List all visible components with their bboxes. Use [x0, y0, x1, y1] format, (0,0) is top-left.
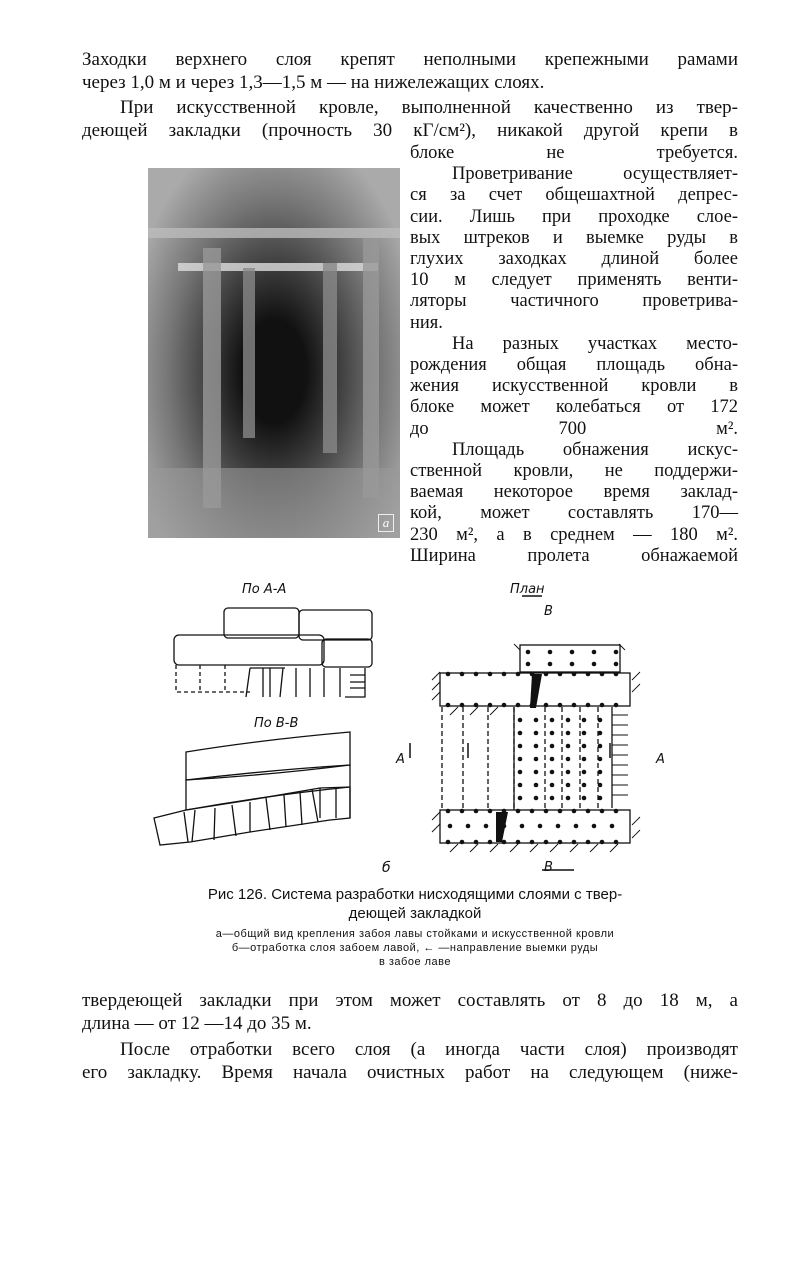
figure-sublabel: б [382, 860, 391, 876]
marker-b-top: В [544, 604, 553, 619]
prop-dot [548, 650, 553, 655]
section-bb-label: По В-В [254, 716, 299, 731]
paragraph-line: На разных участках место- [452, 334, 738, 354]
prop-dot [592, 650, 597, 655]
prop-dot [460, 809, 465, 814]
prop-dot [518, 731, 523, 736]
paragraph-line: кой, может составлять 170— [410, 503, 738, 523]
prop-dot [538, 824, 543, 829]
prop-dot [530, 703, 535, 708]
prop-dot [460, 672, 465, 677]
prop-dot [488, 840, 493, 845]
prop-dot [586, 703, 591, 708]
prop-dot [610, 824, 615, 829]
prop-dot [502, 672, 507, 677]
prop-dot [518, 770, 523, 775]
prop-dot [550, 744, 555, 749]
prop-dot [502, 809, 507, 814]
marker-b-bottom: В [544, 860, 553, 875]
paragraph-line: Площадь обнажения искус- [452, 440, 738, 460]
prop-dot [550, 757, 555, 762]
prop-dot [502, 840, 507, 845]
prop-dot [582, 718, 587, 723]
paragraph-line: блоке не требуется. [410, 143, 738, 163]
prop-dot [586, 840, 591, 845]
paragraph-line: После отработки всего слоя (а иногда части слоя) производят [120, 1039, 738, 1060]
prop-dot [474, 703, 479, 708]
prop-dot [566, 718, 571, 723]
prop-dot [582, 796, 587, 801]
prop-dot [550, 796, 555, 801]
prop-dot [544, 809, 549, 814]
prop-dot [534, 796, 539, 801]
paragraph-line: Заходки верхнего слоя крепят неполными крепежными рамами [82, 49, 738, 70]
prop-dot [526, 650, 531, 655]
prop-dot [570, 650, 575, 655]
prop-dot [558, 809, 563, 814]
prop-dot [586, 672, 591, 677]
prop-dot [530, 672, 535, 677]
marker-a-left: А [396, 752, 405, 767]
prop-dot [466, 824, 471, 829]
prop-dot [474, 672, 479, 677]
prop-dot [592, 662, 597, 667]
prop-dot [488, 703, 493, 708]
prop-dot [530, 840, 535, 845]
prop-dot [520, 824, 525, 829]
prop-dot [558, 703, 563, 708]
prop-dot [518, 718, 523, 723]
prop-dot [566, 796, 571, 801]
prop-dot [600, 809, 605, 814]
prop-dot [534, 731, 539, 736]
prop-dot [600, 840, 605, 845]
prop-dot [586, 809, 591, 814]
prop-dot [614, 662, 619, 667]
prop-dot [582, 757, 587, 762]
prop-dot [582, 731, 587, 736]
paragraph-line: ся за счет общешахтной депрес- [410, 185, 738, 205]
prop-dot [614, 809, 619, 814]
paragraph-line: Проветривание осуществляет- [452, 164, 738, 184]
prop-dot [446, 840, 451, 845]
prop-dot [600, 672, 605, 677]
prop-dot [550, 718, 555, 723]
prop-dot [534, 718, 539, 723]
prop-dot [484, 824, 489, 829]
prop-dot [474, 840, 479, 845]
prop-dot [598, 770, 603, 775]
prop-dot [598, 757, 603, 762]
paragraph-line: Ширина пролета обнажаемой [410, 546, 738, 566]
prop-dot [566, 744, 571, 749]
prop-dot [572, 672, 577, 677]
prop-dot [516, 809, 521, 814]
prop-dot [598, 744, 603, 749]
prop-dot [544, 672, 549, 677]
paragraph-line: вых штреков и выемке руды в [410, 228, 738, 248]
paragraph-line: При искусственной кровле, выполненной качественно из твер- [120, 97, 738, 118]
paragraph-line: глухих заходках длиной более [410, 249, 738, 269]
prop-dot [614, 672, 619, 677]
paragraph-line: блоке может колебаться от 172 [410, 397, 738, 417]
prop-dot [448, 824, 453, 829]
prop-dot [558, 840, 563, 845]
prop-dot [582, 770, 587, 775]
prop-dot [446, 703, 451, 708]
prop-dot [582, 783, 587, 788]
figure-caption-note: б—отработка слоя забоем лавой, ← —направление выемки руды [231, 942, 599, 954]
prop-dot [598, 796, 603, 801]
prop-dot [516, 672, 521, 677]
prop-dot [460, 840, 465, 845]
prop-dot [502, 703, 507, 708]
prop-dot [518, 757, 523, 762]
prop-dot [530, 809, 535, 814]
paragraph-line: ваемая некоторое время заклад- [410, 482, 738, 502]
prop-dot [534, 770, 539, 775]
paragraph-line: жения искусственной кровли в [410, 376, 738, 396]
prop-dot [550, 783, 555, 788]
prop-dot [614, 703, 619, 708]
prop-dot [572, 809, 577, 814]
prop-dot [566, 783, 571, 788]
prop-dot [534, 757, 539, 762]
prop-dot [516, 703, 521, 708]
prop-dot [518, 744, 523, 749]
figure-diagram [150, 580, 670, 880]
paragraph-line: ляторы частичного проветрива- [410, 291, 738, 311]
figure-caption-title-cont: деющей закладкой [348, 905, 482, 922]
prop-dot [556, 824, 561, 829]
prop-dot [614, 840, 619, 845]
prop-dot [488, 672, 493, 677]
prop-dot [582, 744, 587, 749]
paragraph-line: через 1,0 м и через 1,3—1,5 м — на нижележащих слоях. [82, 72, 545, 93]
paragraph-line: сии. Лишь при проходке слое- [410, 207, 738, 227]
paragraph-line: длина — от 12 —14 до 35 м. [82, 1013, 312, 1034]
prop-dot [558, 672, 563, 677]
prop-dot [534, 783, 539, 788]
figure-caption-note: в забое лаве [378, 956, 452, 968]
prop-dot [460, 703, 465, 708]
mine-photo [148, 168, 400, 538]
paragraph-line: деющей закладки (прочность 30 кГ/см²), никакой другой крепи в [82, 120, 738, 141]
prop-dot [488, 809, 493, 814]
figure-caption-title: Рис 126. Система разработки нисходящими слоями с твер- [207, 886, 623, 903]
prop-dot [526, 662, 531, 667]
prop-dot [516, 840, 521, 845]
prop-dot [572, 840, 577, 845]
prop-dot [518, 783, 523, 788]
paragraph-line: 230 м², а в среднем — 180 м². [410, 525, 738, 545]
paragraph-line: до 700 м². [410, 419, 738, 439]
photo-label: а [378, 514, 394, 532]
prop-dot [566, 757, 571, 762]
plan-label: План [510, 582, 545, 597]
paragraph-line: рождения общая площадь обна- [410, 355, 738, 375]
prop-dot [446, 809, 451, 814]
prop-dot [534, 744, 539, 749]
prop-dot [572, 703, 577, 708]
prop-dot [548, 662, 553, 667]
prop-dot [570, 662, 575, 667]
prop-dot [600, 703, 605, 708]
prop-dot [518, 796, 523, 801]
prop-dot [574, 824, 579, 829]
paragraph-line: 10 м следует применять венти- [410, 270, 738, 290]
marker-a-right: А [656, 752, 665, 767]
prop-dot [566, 731, 571, 736]
prop-dot [592, 824, 597, 829]
prop-dot [566, 770, 571, 775]
prop-dot [598, 731, 603, 736]
paragraph-line: твердеющей закладки при этом может составлять от 8 до 18 м, а [82, 990, 738, 1011]
prop-dot [598, 783, 603, 788]
prop-dot [550, 731, 555, 736]
paragraph-line: ния. [410, 313, 443, 333]
prop-dot [544, 703, 549, 708]
paragraph-line: ственной кровли, не поддержи- [410, 461, 738, 481]
figure-caption-note: а—общий вид крепления забоя лавы стойками и искусственной кровли [215, 928, 615, 940]
mining-diagram [150, 580, 670, 880]
prop-dot [614, 650, 619, 655]
prop-dot [474, 809, 479, 814]
prop-dot [550, 770, 555, 775]
prop-dot [598, 718, 603, 723]
paragraph-line: его закладку. Время начала очистных работ на следующем (ниже- [82, 1062, 738, 1083]
prop-dot [502, 824, 507, 829]
prop-dot [544, 840, 549, 845]
prop-dot [446, 672, 451, 677]
section-aa-label: По А-А [242, 582, 287, 597]
